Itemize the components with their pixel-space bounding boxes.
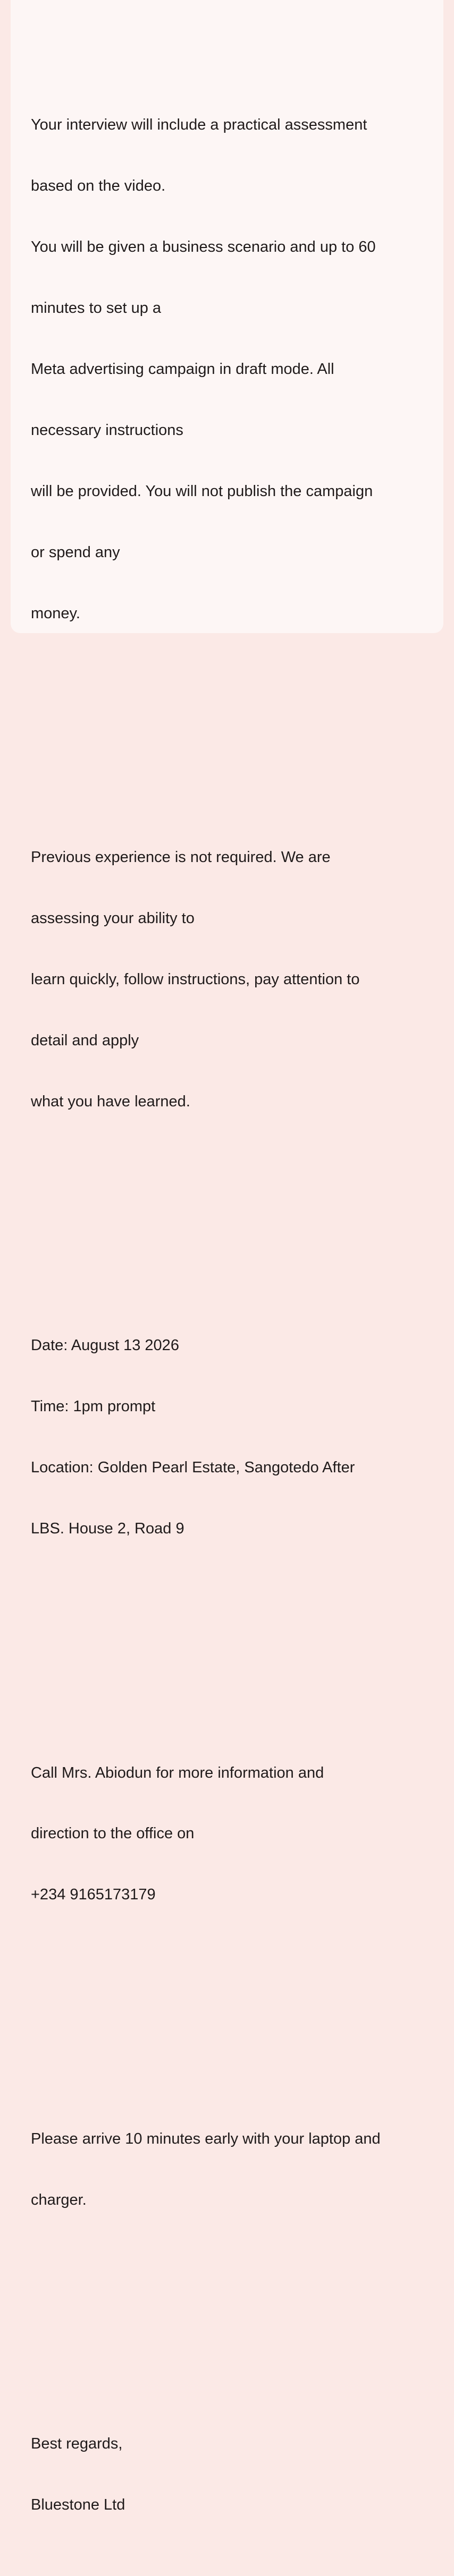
message-line: Call Mrs. Abiodun for more information and bbox=[31, 1764, 324, 1781]
message-line: You will be given a business scenario and up to 60 bbox=[31, 238, 376, 256]
message-body bbox=[31, 13, 440, 2576]
message-line: what you have learned. bbox=[31, 1093, 190, 1110]
paragraph-arrival bbox=[31, 2088, 440, 2250]
paragraph-spacer bbox=[31, 2291, 440, 2311]
paragraph-assessment bbox=[31, 74, 440, 664]
time-line: Time: 1pm prompt bbox=[31, 1398, 156, 1415]
message-line: assessing your ability to bbox=[31, 910, 195, 927]
message-line: charger. bbox=[31, 2191, 87, 2208]
paragraph-spacer bbox=[31, 1620, 440, 1640]
message-line: Previous experience is not required. We are bbox=[31, 849, 331, 866]
paragraph-details bbox=[31, 1295, 440, 1580]
message-line: money. bbox=[31, 604, 80, 622]
message-line: Please arrive 10 minutes early with your laptop and bbox=[31, 2130, 381, 2147]
message-line: necessary instructions bbox=[31, 421, 183, 439]
paragraph-experience bbox=[31, 807, 440, 1153]
message-line: Your interview will include a practical assessment bbox=[31, 116, 367, 134]
message-line: direction to the office on bbox=[31, 1825, 195, 1843]
message-line: Meta advertising campaign in draft mode. All bbox=[31, 361, 334, 378]
paragraph-spacer bbox=[31, 705, 440, 725]
paragraph-signoff bbox=[31, 2393, 440, 2556]
message-line: based on the video. bbox=[31, 177, 166, 195]
phone-number[interactable]: +234 9165173179 bbox=[31, 1886, 156, 1904]
message-line: learn quickly, follow instructions, pay attention to bbox=[31, 970, 360, 988]
message-line: minutes to set up a bbox=[31, 300, 162, 317]
message-line: detail and apply bbox=[31, 1031, 139, 1049]
date-line: Date: August 13 2026 bbox=[31, 1337, 179, 1354]
message-line: or spend any bbox=[31, 543, 120, 561]
paragraph-contact bbox=[31, 1722, 440, 1946]
location-line: LBS. House 2, Road 9 bbox=[31, 1520, 184, 1537]
signoff-line: Best regards, bbox=[31, 2435, 123, 2453]
paragraph-spacer bbox=[31, 1986, 440, 2007]
paragraph-spacer bbox=[31, 1193, 440, 1213]
sender-name: Bluestone Ltd bbox=[31, 2496, 125, 2514]
location-line: Location: Golden Pearl Estate, Sangotedo After bbox=[31, 1459, 355, 1477]
message-line: will be provided. You will not publish the campaign bbox=[31, 482, 373, 500]
